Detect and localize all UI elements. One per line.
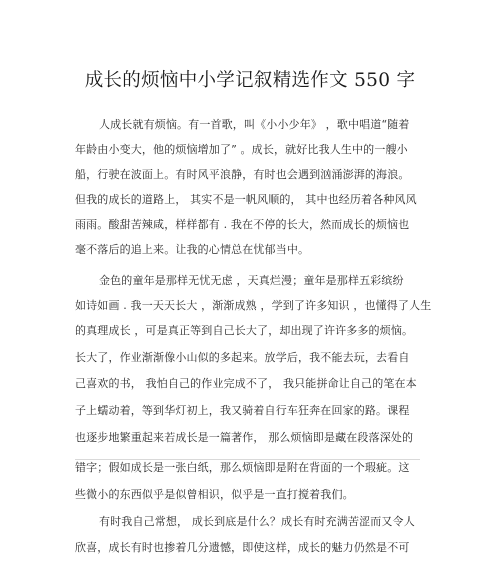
paragraph-line: 如诗如画 . 我一天天长大 ，渐渐成熟 ，学到了许多知识 ，也懂得了人生: [75, 299, 432, 312]
paragraph-line: 长大了，作业渐渐像小山似的多起来。放学后，我不能去玩，去看自: [75, 351, 410, 364]
paragraph-line: 毫不落后的追上来。让我的心情总在忧郁当中。: [75, 243, 310, 256]
article-title: 成长的烦恼中小学记叙精选作文 550 字: [84, 70, 416, 91]
paragraph-line: 但我的成长的道路上， 其实不是一帆风顺的， 其中也经历着各种风风: [75, 193, 417, 206]
paragraph-line: 的真理成长 ，可是真正等到自己长大了，却出现了许许多多的烦恼。: [75, 324, 414, 337]
paragraph-line: 雨雨。酸甜苦辣咸，样样都有 . 我在不停的长大，然而成长的烦恼也: [75, 218, 410, 231]
paragraph-line: 些微小的东西似乎是似曾相识，似乎是一直打搅着我们。: [75, 488, 354, 501]
paragraph-line: 年龄由小变大，他的烦恼增加了” 。成长，就好比我人生中的一艘小: [75, 143, 408, 156]
paragraph-line: 子上蠕动着，等到华灯初上，我又骑着自行车狂奔在回家的路。课程: [75, 404, 410, 417]
paragraph-line: 船，行驶在波面上。有时风平浪静，有时也会遇到汹涌澎湃的海浪。: [75, 168, 410, 181]
paragraph-line: 也逐步地繁重起来若成长是一篇著作， 那么烦恼即是藏在段落深处的: [75, 431, 414, 444]
paragraph-line: 有时我自己常想， 成长到底是什么？成长有时充满苦涩而又令人: [99, 515, 415, 528]
paragraph-line: 欣喜，成长有时也掺着几分遗憾，即使这样，成长的魅力仍然是不可: [75, 541, 410, 554]
paragraph-line: 人成长就有烦恼。有一首歌，叫《小小少年》 ，歌中唱道“随着: [99, 118, 410, 131]
divider: [75, 459, 420, 460]
paragraph-line: 金色的童年是那样无忧无虑 ，天真烂漫；童年是那样五彩缤纷: [99, 274, 404, 287]
paragraph-line: 错字；假如成长是一张白纸，那么烦恼即是附在背面的一个瑕疵。这: [75, 461, 410, 474]
paragraph-line: 己喜欢的书， 我怕自己的作业完成不了， 我只能拼命让自己的笔在本: [75, 377, 417, 390]
